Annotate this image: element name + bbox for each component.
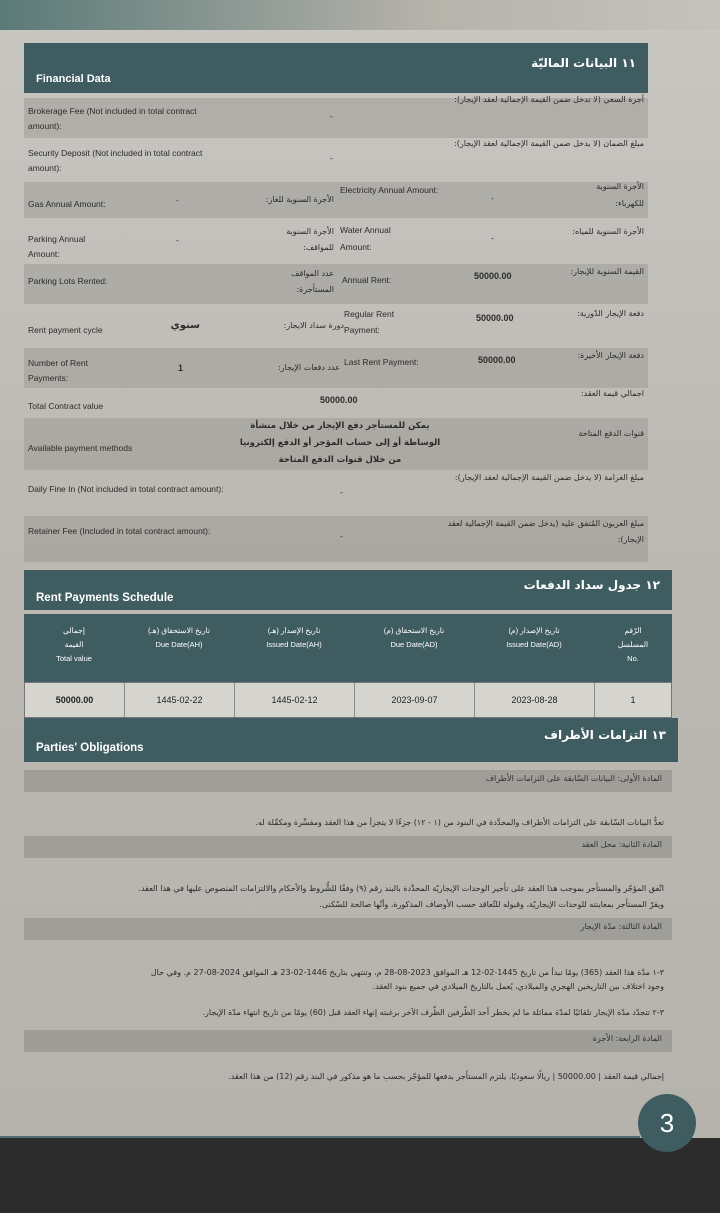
security-deposit-value: - <box>330 153 333 163</box>
parking-water-row <box>24 222 648 262</box>
schedule-table-header <box>24 614 672 682</box>
cell-total-value: 50000.00 <box>25 683 125 717</box>
cell-due-date-ad: 2023-09-07 <box>355 683 475 717</box>
daily-fine-label-ar: مبلغ الغرامة (لا يدخل ضمن القيمة الإجمالية لعقد الإيجار): <box>454 473 644 482</box>
col-total-value <box>24 620 124 678</box>
number-payments-label-ar: عدد دفعات الإيجار: <box>277 363 340 372</box>
col-due-date-ad-ar: تاريخ الاستحقاق (م) <box>383 626 445 635</box>
col-issued-date-ah <box>234 620 354 678</box>
water-label-ar: الأجرة السنوية للمياه: <box>572 227 644 236</box>
gas-label: Gas Annual Amount: <box>28 199 106 209</box>
financial-title-en: Financial Data <box>36 73 111 85</box>
financial-header <box>24 43 648 93</box>
regular-payment-label-ar: دفعة الإيجار الدّورية: <box>577 309 644 318</box>
article-3-text-3: ٣-٢ تتجدّد مدّة الإيجار تلقائيًا لمدّة مماثلة ما لم يخطر أحد الطّرفين الطّرف الآخر برغبته إنهاء العقد قبل (60) يومًا من تاريخ انتهاء مدّة الإيجار. <box>202 1008 664 1017</box>
water-label: Water Annual Amount: <box>340 225 391 252</box>
total-value-label-ar: اجمالي قيمة العقد: <box>580 389 644 398</box>
parking-lots-label-ar: عدد المواقف المستأجرة: <box>291 269 334 294</box>
article-1-title-band <box>24 770 672 792</box>
gas-value: - <box>176 195 179 205</box>
security-deposit-label: Security Deposit (Not included in total contract amount): <box>28 148 203 173</box>
annual-rent-value: 50000.00 <box>474 271 512 281</box>
daily-fine-label: Daily Fine In (Not included in total contract amount): <box>28 484 224 494</box>
retainer-fee-row <box>24 516 648 562</box>
col-issued-date-ad-en: Issued Date(AD) <box>506 640 562 649</box>
schedule-table <box>24 614 672 718</box>
last-payment-value: 50000.00 <box>478 355 516 365</box>
annual-rent-label-ar: القيمة السنوية للإيجار: <box>570 267 644 276</box>
regular-payment-label: Regular Rent Payment: <box>344 309 395 335</box>
article-2-title-band <box>24 836 672 858</box>
parking-lots-row <box>24 264 648 304</box>
col-serial-no <box>594 620 672 678</box>
article-1-title: المادة الأولى: البيانات السّابقة على التزامات الأطراف <box>485 774 662 783</box>
rent-cycle-label-ar: دورة سداد الايجار: <box>283 321 344 330</box>
payment-methods-label-ar: قنوات الدفع المتاحة <box>578 429 644 438</box>
brokerage-value: - <box>330 111 333 121</box>
water-value: - <box>491 233 494 243</box>
number-payments-value: 1 <box>178 363 184 373</box>
schedule-title-en: Rent Payments Schedule <box>36 592 174 604</box>
regular-payment-value: 50000.00 <box>476 313 514 323</box>
col-due-date-ah-en: Due Date(AH) <box>155 640 203 649</box>
schedule-title-ar: ١٢ جدول سداد الدفعات <box>523 578 660 592</box>
gas-label-ar: الأجرة السنوية للغاز: <box>265 195 334 204</box>
col-issued-date-ah-ar: تاريخ الإصدار (هـ) <box>267 626 321 635</box>
cell-issued-date-ad: 2023-08-28 <box>475 683 595 717</box>
daily-fine-row <box>24 472 648 514</box>
electricity-label: Electricity Annual Amount: <box>340 185 439 195</box>
col-due-date-ah <box>124 620 234 678</box>
table-row <box>24 682 672 718</box>
brokerage-label-ar: أجرة السعي (لا تدخل ضمن القيمة الإجمالية لعقد الإيجار): <box>454 95 644 104</box>
electricity-label-ar: الأجرة السنوية للكهرباء: <box>596 182 644 208</box>
cell-due-date-ah: 1445-02-22 <box>125 683 235 717</box>
annual-rent-label: Annual Rent: <box>342 275 392 285</box>
last-payment-label-ar: دفعة الإيجار الأخيرة: <box>577 351 644 360</box>
article-3-title-band <box>24 918 672 940</box>
parking-value: - <box>176 235 179 245</box>
number-payments-row <box>24 348 648 388</box>
col-total-value-ar: إجمالي القيمة <box>63 626 85 649</box>
article-3-title: المادة الثالثة: مدّة الإيجار <box>580 922 662 931</box>
article-1-text: تعدُّ البيانات السّابقة على التزامات الأطراف والمحدَّدة في البنود من (١ - ١٢) جزءًا لا يتجزأ من هذا العقد ومفسِّرة ومكمِّلة له. <box>255 818 664 827</box>
payment-methods-row <box>24 418 648 470</box>
parking-label: Parking Annual Amount: <box>28 234 86 259</box>
rent-cycle-label: Rent payment cycle <box>28 325 103 335</box>
article-4-text: إجمالي قيمة العقد | 50000.00 | ريالًا سعوديًا، يلتزم المستأجر بدفعها للمؤجّر بحسب ما هو مذكور في البند رقم (12) من هذا العقد. <box>228 1072 664 1081</box>
article-2-text-1: اتّفق المؤجّر والمستأجر بموجب هذا العقد على تأجير الوحدات الإيجاريّة المحدَّدة بالبند رقم (٩) وفقًا للشُّروط والأحكام والالتزامات المنصوص عليها في هذا العقد. <box>138 884 664 893</box>
top-band <box>0 0 720 30</box>
payment-methods-label: Available payment methods <box>28 443 133 453</box>
col-due-date-ad <box>354 620 474 678</box>
rent-cycle-value: سنوي <box>170 320 200 331</box>
article-4-title: المادة الرابعة: الأجرة <box>592 1034 662 1043</box>
parking-label-ar: الأجرة السنوية للمواقف: <box>286 227 334 252</box>
retainer-fee-value: - <box>340 531 343 541</box>
payment-methods-value: يمكن للمستأجر دفع الإيجار من خلال منشأة الوساطة أو إلى حساب المؤجر أو الدفع إلكترونيا من خلال قنوات الدفع المتاحة <box>239 421 441 465</box>
obligations-title-en: Parties' Obligations <box>36 742 144 754</box>
obligations-header <box>24 718 678 762</box>
col-issued-date-ah-en: Issued Date(AH) <box>266 640 322 649</box>
col-total-value-en: Total value <box>56 654 92 663</box>
total-value-row <box>24 390 648 416</box>
retainer-fee-label: Retainer Fee (Included in total contract amount): <box>28 526 211 536</box>
parking-lots-label: Parking Lots Rented: <box>28 276 108 286</box>
col-issued-date-ad <box>474 620 594 678</box>
col-serial-no-ar: الرّقم المسلسل <box>617 626 649 649</box>
col-due-date-ad-en: Due Date(AD) <box>390 640 438 649</box>
brokerage-label: Brokerage Fee (Not included in total contract amount): <box>28 106 197 131</box>
article-3-text-1: ٣-١ مدّة هذا العقد (365) يومًا تبدأ من تاريخ 1445-02-12 هـ الموافق 2023-08-28 م، وتنتهي بتاريخ 1446-02-23 هـ الموافق 2024-08-27 م. وفي حال <box>150 968 664 977</box>
cell-issued-date-ah: 1445-02-12 <box>235 683 355 717</box>
article-4-title-band <box>24 1030 672 1052</box>
page-number: 3 <box>638 1094 696 1152</box>
cell-serial-no: 1 <box>630 695 636 705</box>
schedule-header <box>24 570 672 610</box>
col-due-date-ah-ar: تاريخ الاستحقاق (هـ) <box>148 626 210 635</box>
last-payment-label: Last Rent Payment: <box>344 357 419 367</box>
total-value-value: 50000.00 <box>320 395 358 405</box>
gas-electricity-row <box>24 182 648 218</box>
article-2-text-2: ويقرّ المستأجر بمعاينته للوحدات الإيجاريّة، وقبوله للتّعاقد حسب الأوصاف المذكورة، وأنّها صالحة للسّكنى. <box>319 900 664 909</box>
footer-band <box>0 1138 720 1213</box>
article-3-text-2: وجود اختلاف بين التاريخين الهجري والميلادي، يُعمل بالتاريخ الميلادي في جميع بنود العقد. <box>372 982 664 991</box>
daily-fine-value: - <box>340 487 343 497</box>
rent-cycle-row <box>24 306 648 346</box>
number-payments-label: Number of Rent Payments: <box>28 358 88 383</box>
security-deposit-row <box>24 140 648 180</box>
electricity-value: - <box>491 193 494 203</box>
security-deposit-label-ar: مبلغ الضمان (لا يدخل ضمن القيمة الإجمالية لعقد الإيجار): <box>454 139 644 148</box>
obligations-title-ar: ١٣ التزامات الأطراف <box>544 728 666 742</box>
article-2-title: المادة الثانية: محل العقد <box>581 840 662 849</box>
col-issued-date-ad-ar: تاريخ الإصدار (م) <box>508 626 560 635</box>
financial-title-ar: ١١ البيانات الماليّة <box>531 56 636 70</box>
total-value-label: Total Contract value <box>28 401 104 411</box>
brokerage-row <box>24 95 648 138</box>
retainer-fee-label-ar: مبلغ العربون المُتفق عليه (يدخل ضمن القيمة الإجمالية لعقد الإيجار): <box>447 519 644 544</box>
col-serial-no-en: No. <box>627 654 639 663</box>
